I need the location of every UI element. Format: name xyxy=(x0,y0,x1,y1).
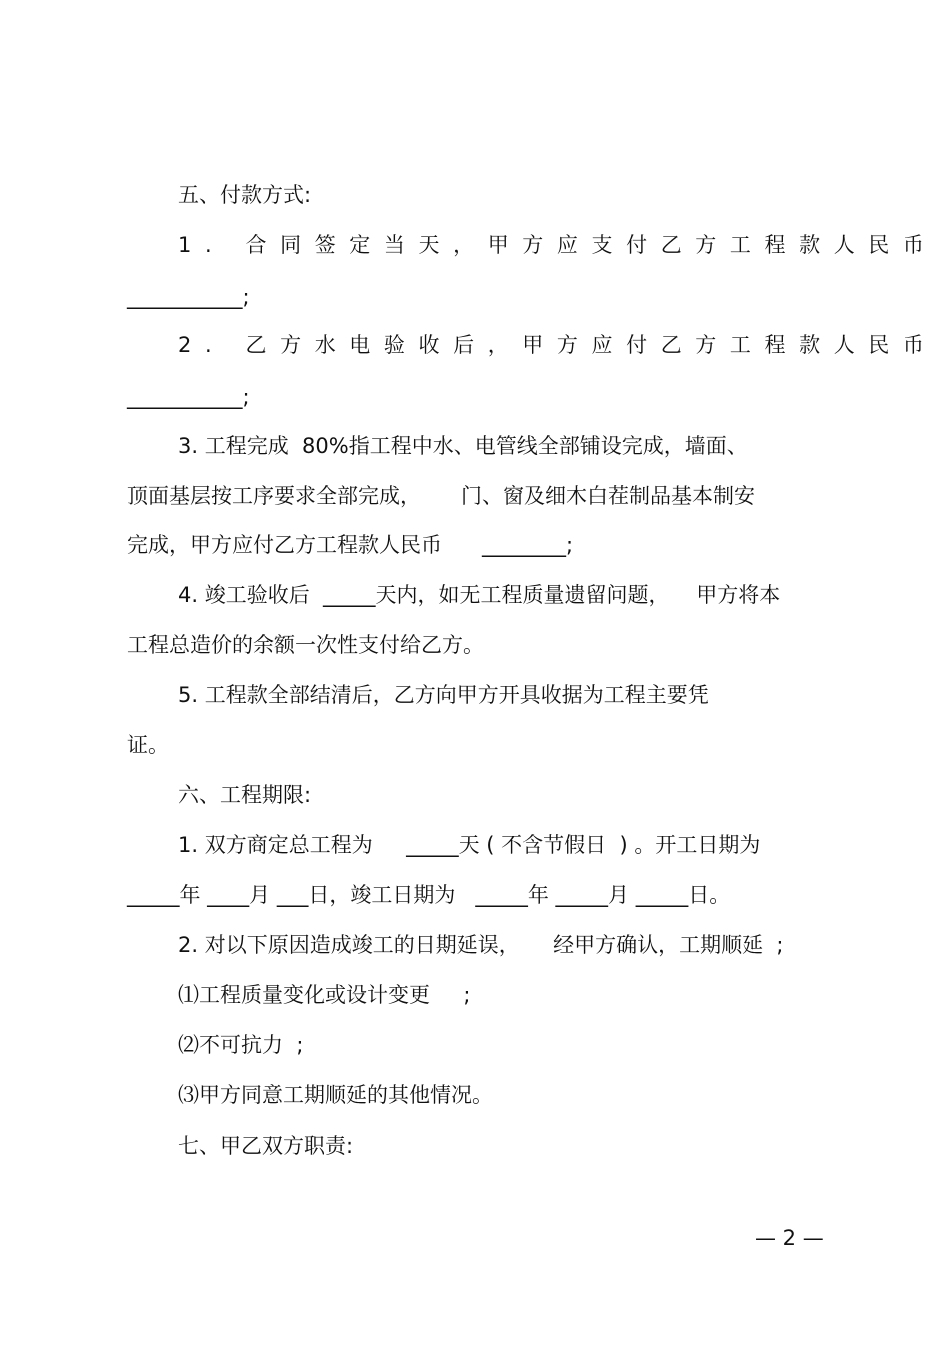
section5-item4-line2: 工程总造价的余额一次性支付给乙方。 xyxy=(127,633,484,657)
section6-sub1: ⑴工程质量变化或设计变更 ; xyxy=(178,983,471,1007)
section6-heading: 六、工程期限: xyxy=(178,783,312,807)
section5-heading: 五、付款方式: xyxy=(178,183,312,207)
section5-item3-line2: 顶面基层按工序要求全部完成， 门、窗及细木白茬制品基本制安 xyxy=(127,484,756,508)
section5-item5-line1: 5. 工程款全部结清后，乙方向甲方开具收据为工程主要凭 xyxy=(178,683,709,707)
section6-item1-line2: _____年 ____月 ___日，竣工日期为 _____年 _____月 _____日。 xyxy=(127,883,731,907)
section6-sub2: ⑵不可抗力 ; xyxy=(178,1033,304,1057)
section5-item5-line2: 证。 xyxy=(127,733,169,757)
section5-item2-line1: 2. 乙方水电验收后，甲方应付乙方工程款人民币 xyxy=(178,333,938,357)
section5-item3-line1: 3. 工程完成 80%指工程中水、电管线全部铺设完成，墙面、 xyxy=(178,434,748,458)
section5-item1-line1: 1. 合同签定当天，甲方应支付乙方工程款人民币 xyxy=(178,233,938,257)
section5-item4-line1: 4. 竣工验收后 _____天内，如无工程质量遗留问题， 甲方将本 xyxy=(178,583,781,607)
section5-item2-line2: ___________; xyxy=(127,385,250,409)
section5-item3-line3: 完成，甲方应付乙方工程款人民币 ________; xyxy=(127,533,574,557)
section6-item2: 2. 对以下原因造成竣工的日期延误， 经甲方确认，工期顺延 ; xyxy=(178,933,784,957)
page-number: — 2 — xyxy=(755,1226,824,1250)
section6-item1-line1: 1. 双方商定总工程为 _____天 ( 不含节假日 ) 。开工日期为 xyxy=(178,833,761,857)
section7-heading: 七、甲乙双方职责: xyxy=(178,1134,354,1158)
section6-sub3: ⑶甲方同意工期顺延的其他情况。 xyxy=(178,1083,493,1107)
section5-item1-line2: ___________; xyxy=(127,285,250,309)
